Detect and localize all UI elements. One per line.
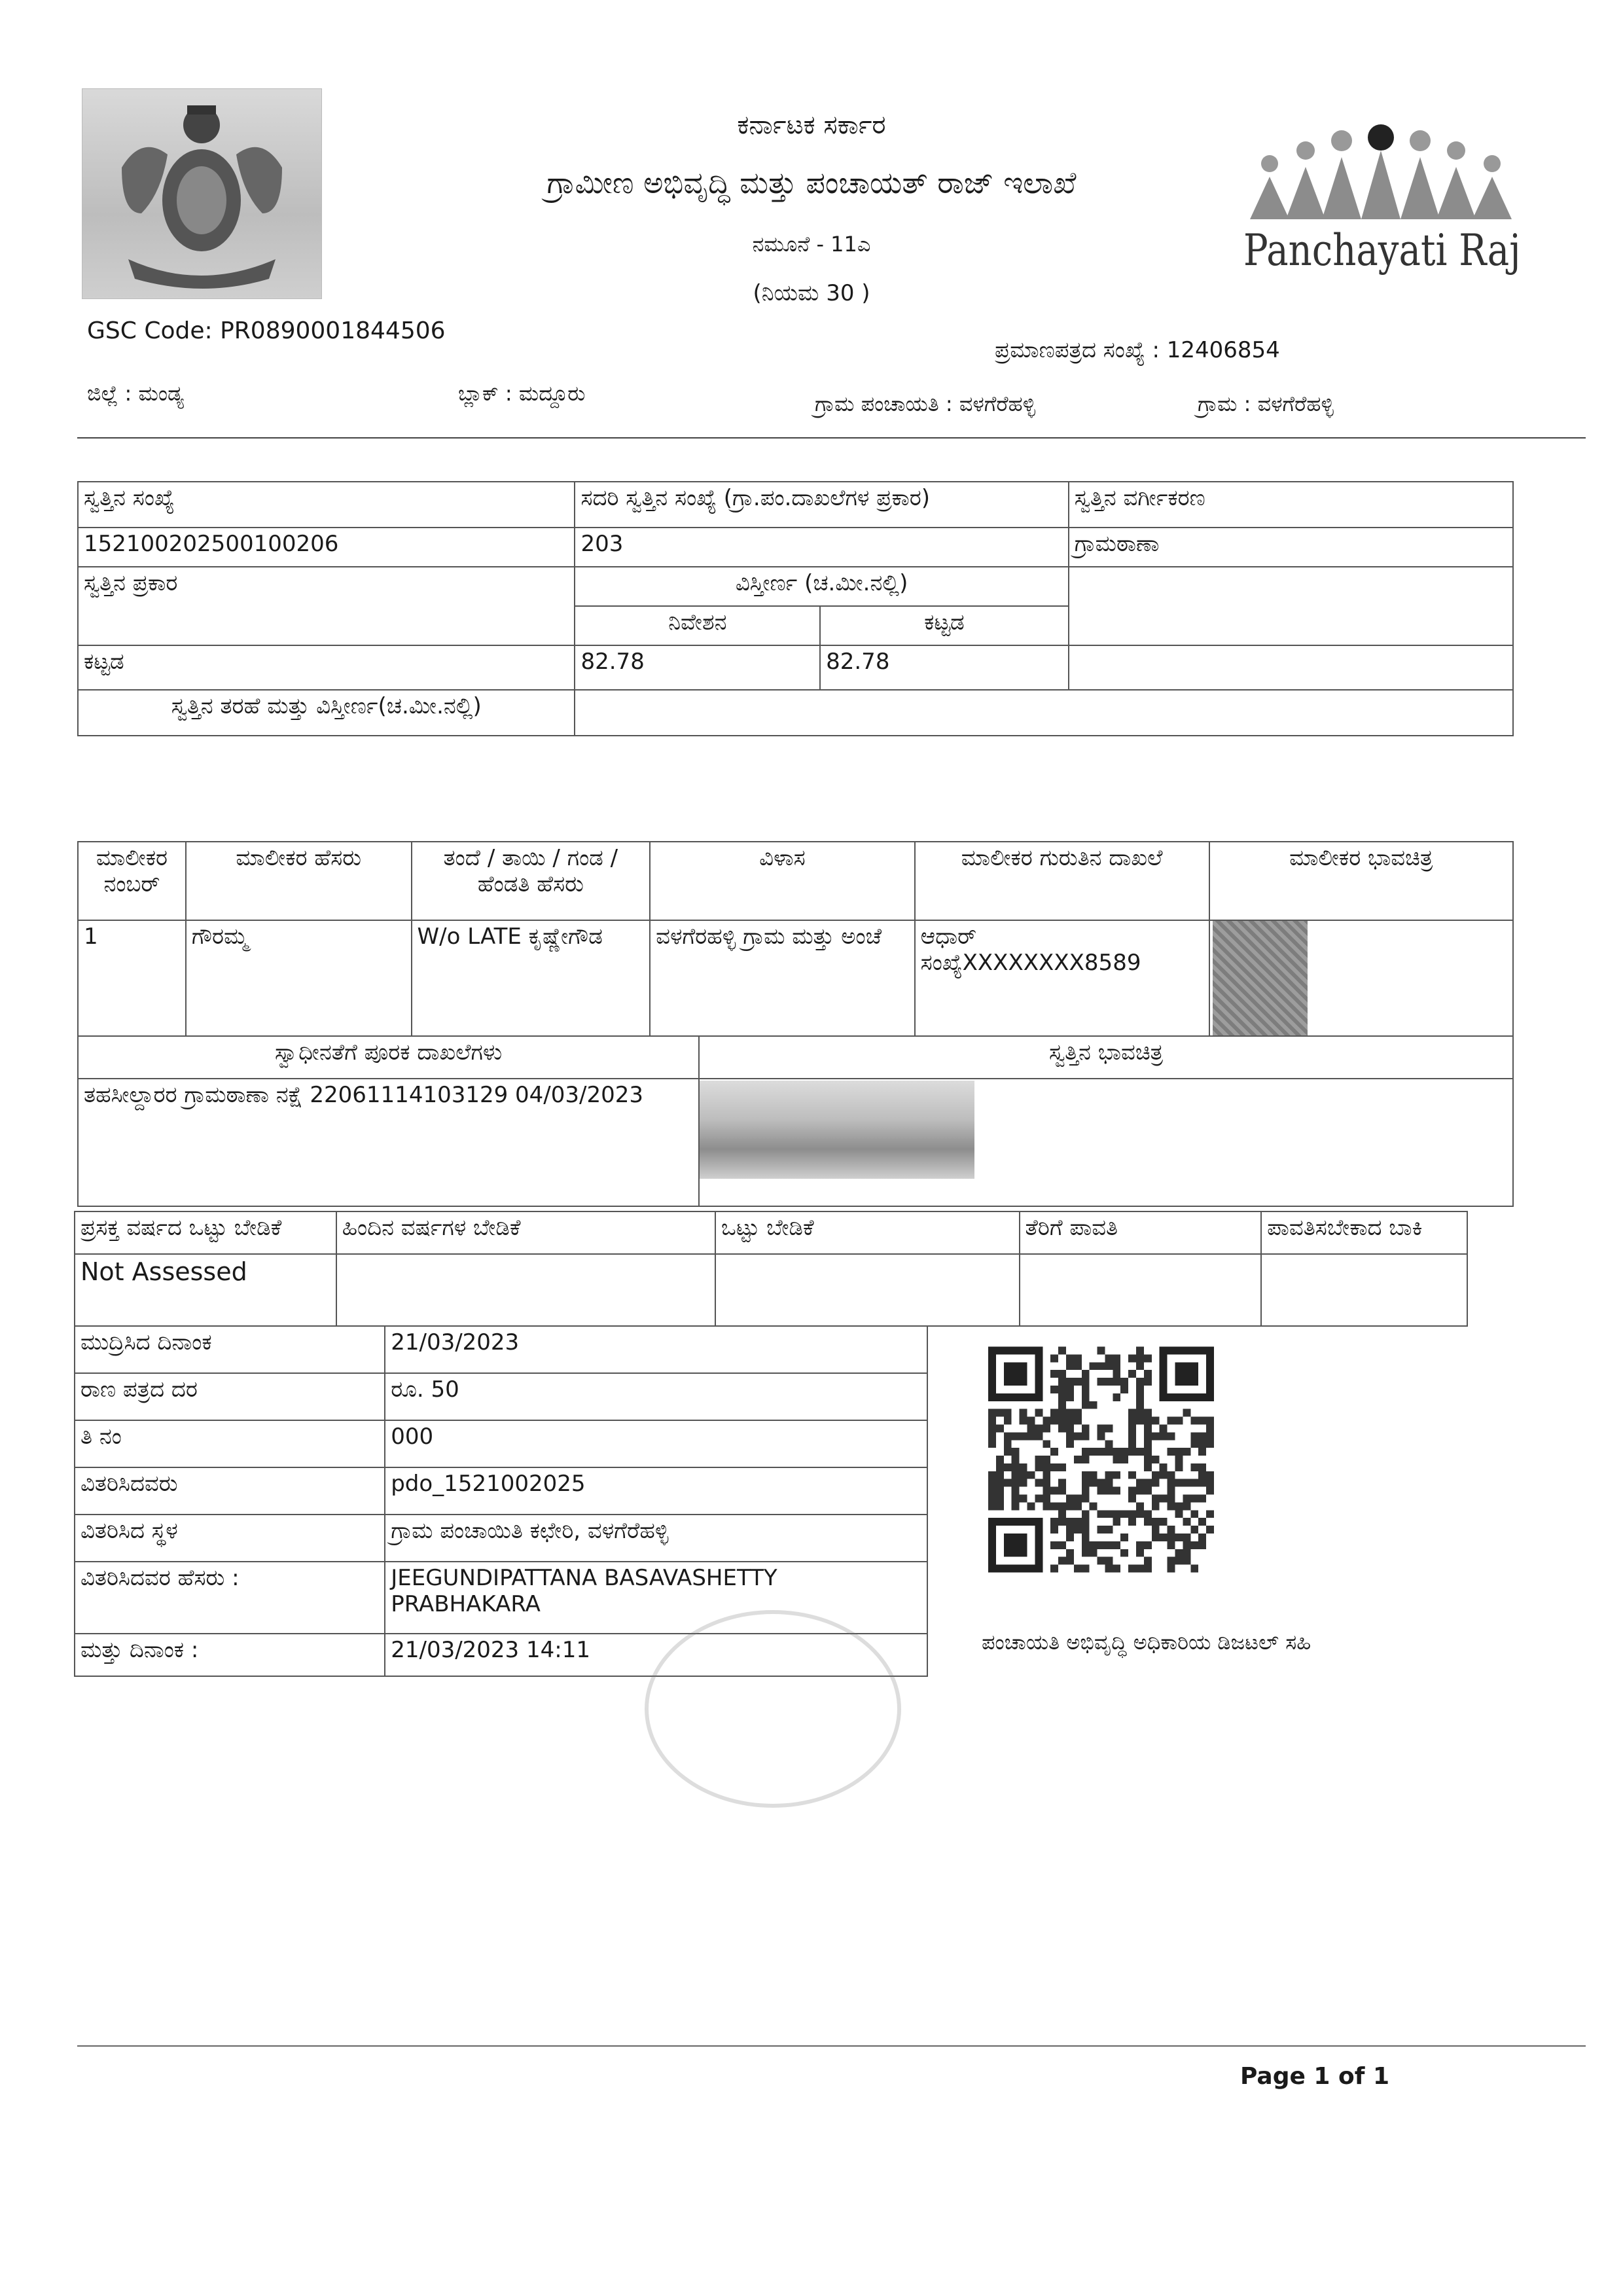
issue-value: JEEGUNDIPATTANA BASAVASHETTY PRABHAKARA — [385, 1562, 927, 1634]
header-relation: ತಂದೆ / ತಾಯಿ / ಗಂಡ / ಹೆಂಡತಿ ಹೆಸರು — [412, 842, 651, 920]
issue-row — [75, 1515, 927, 1562]
certificate-number: ಪ್ರಮಾಣಪತ್ರದ ಸಂಖ್ಯೆ : 12406854 — [995, 337, 1280, 363]
header-divider — [77, 437, 1586, 439]
owners-table — [77, 841, 1514, 1037]
total-demand — [715, 1254, 1019, 1326]
previous-demand — [336, 1254, 715, 1326]
govt-title: ಕರ್ನಾಟಕ ಸರ್ಕಾರ — [737, 110, 886, 140]
header-property-type: ಸ್ವತ್ತಿನ ಪ್ರಕಾರ — [78, 567, 575, 645]
balance — [1261, 1254, 1467, 1326]
current-demand: Not Assessed — [75, 1254, 336, 1326]
header-classification: ಸ್ವತ್ತಿನ ವರ್ಗೀಕರಣ — [1069, 482, 1513, 528]
header-tax-paid: ತೆರಿಗೆ ಪಾವತಿ — [1020, 1211, 1262, 1254]
qr-code — [988, 1345, 1214, 1574]
header-address: ವಿಳಾಸ — [650, 842, 915, 920]
header-current-demand: ಪ್ರಸಕ್ತ ವರ್ಷದ ಒಟ್ಟು ಬೇಡಿಕೆ — [75, 1211, 336, 1254]
issue-value: ಗ್ರಾಮ ಪಂಚಾಯಿತಿ ಕಛೇರಿ, ವಳಗೆರೆಹಳ್ಳಿ — [385, 1515, 927, 1562]
property-table — [77, 481, 1514, 736]
digital-signature-label: ಪಂಚಾಯತಿ ಅಭಿವೃದ್ಧಿ ಅಧಿಕಾರಿಯ ಡಿಜಟಲ್ ಸಹಿ — [982, 1630, 1311, 1655]
village: ಗ್ರಾಮ : ವಳಗೆರೆಹಳ್ಳಿ — [1198, 391, 1334, 416]
header-owner-name: ಮಾಲೀಕರ ಹೆಸರು — [186, 842, 412, 920]
header-balance: ಪಾವತಿಸಬೇಕಾದ ಬಾಕಿ — [1261, 1211, 1467, 1254]
header-area: ವಿಸ್ತೀರ್ಣ (ಚ.ಮೀ.ನಲ್ಲಿ) — [575, 567, 1068, 606]
header-owner-number: ಮಾಲೀಕರ ನಂಬರ್ — [78, 842, 186, 920]
header-id-document: ಮಾಲೀಕರ ಗುರುತಿನ ದಾಖಲೆ — [915, 842, 1209, 920]
header-nature-area: ಸ್ವತ್ತಿನ ತರಹೆ ಮತ್ತು ವಿಸ್ತೀರ್ಣ(ಚ.ಮೀ.ನಲ್ಲಿ) — [78, 690, 575, 736]
issue-value: 21/03/2023 — [385, 1326, 927, 1373]
property-photo-cell — [699, 1079, 1513, 1206]
owner-relation: W/o LATE ಕೃಷ್ಣೇಗೌಡ — [412, 920, 651, 1036]
issue-row — [75, 1420, 927, 1467]
rule-number: (ನಿಯಮ 30 ) — [753, 280, 870, 306]
form-number: ನಮೂನೆ - 11ಎ — [752, 232, 871, 257]
people-icon — [1243, 111, 1518, 223]
old-number: 203 — [575, 528, 1068, 567]
header-total-demand: ಒಟ್ಟು ಬೇಡಿಕೆ — [715, 1211, 1019, 1254]
karnataka-emblem — [82, 88, 322, 299]
issue-row — [75, 1467, 927, 1515]
owner-row — [78, 920, 1513, 1036]
owner-photo — [1213, 921, 1308, 1035]
owner-address: ವಳಗೆರಹಳ್ಳಿ ಗ್ರಾಮ ಮತ್ತು ಅಂಚೆ — [650, 920, 915, 1036]
seal-stamp — [645, 1610, 901, 1808]
owner-id: ಆಧಾರ್ ಸಂಖ್ಯೆXXXXXXXX8589 — [915, 920, 1209, 1036]
department-title: ಗ್ರಾಮೀಣ ಅಭಿವೃದ್ಧಿ ಮತ್ತು ಪಂಚಾಯತ್ ರಾಜ್ ಇಲಾಖೆ — [546, 165, 1077, 200]
issue-label: ಮತ್ತು ದಿನಾಂಕ : — [75, 1634, 385, 1676]
owner-photo-cell — [1209, 920, 1514, 1036]
header-site: ನಿವೇಶನ — [575, 606, 820, 645]
issue-value: 000 — [385, 1420, 927, 1467]
issue-value: 21/03/2023 14:11 — [385, 1634, 927, 1676]
header-owner-photo: ಮಾಲೀಕರ ಭಾವಚಿತ್ರ — [1209, 842, 1514, 920]
owner-number: 1 — [78, 920, 186, 1036]
issue-row — [75, 1326, 927, 1373]
issue-label: ಮುದ್ರಿಸಿದ ದಿನಾಂಕ — [75, 1326, 385, 1373]
panchayati-raj-logo — [1243, 111, 1521, 308]
documents-table — [77, 1035, 1514, 1207]
issue-label: ವಿತರಿಸಿದ ಸ್ಥಳ — [75, 1515, 385, 1562]
header-ownership-docs: ಸ್ವಾಧೀನತೆಗೆ ಪೂರಕ ದಾಖಲೆಗಳು — [78, 1036, 699, 1079]
gsc-code: GSC Code: PR0890001844506 — [87, 317, 446, 344]
footer-divider — [77, 2045, 1586, 2047]
issue-label: ತಿ ನಂ — [75, 1420, 385, 1467]
empty-cell — [1069, 567, 1513, 645]
issue-label: ವಿತರಿಸಿದವರು — [75, 1467, 385, 1515]
ownership-document: ತಹಸೀಲ್ದಾರರ ಗ್ರಾಮಠಾಣಾ ನಕ್ಷೆ 22061114103129 04/03/2023 — [78, 1079, 699, 1206]
header-previous-demand: ಹಿಂದಿನ ವರ್ಷಗಳ ಬೇಡಿಕೆ — [336, 1211, 715, 1254]
tax-table — [74, 1211, 1468, 1327]
header-property-photo: ಸ್ವತ್ತಿನ ಭಾವಚಿತ್ರ — [699, 1036, 1513, 1079]
site-area: 82.78 — [575, 645, 820, 690]
header-property-number: ಸ್ವತ್ತಿನ ಸಂಖ್ಯೆ — [78, 482, 575, 528]
issue-row — [75, 1373, 927, 1420]
header-old-number: ಸದರಿ ಸ್ವತ್ತಿನ ಸಂಖ್ಯೆ (ಗ್ರಾ.ಪಂ.ದಾಖಲೆಗಳ ಪ್ರಕಾರ) — [575, 482, 1068, 528]
building-area: 82.78 — [820, 645, 1069, 690]
page-number: Page 1 of 1 — [1240, 2063, 1389, 2090]
owner-name: ಗೌರಮ್ಮ — [186, 920, 412, 1036]
nature-area — [575, 690, 1513, 736]
issue-label: ವಿತರಿಸಿದವರ ಹೆಸರು : — [75, 1562, 385, 1634]
empty-cell — [1069, 645, 1513, 690]
property-number: 152100202500100206 — [78, 528, 575, 567]
district: ಜಿಲ್ಲೆ : ಮಂಡ್ಯ — [87, 381, 184, 406]
issue-label: ರಾಣ ಪತ್ರದ ದರ — [75, 1373, 385, 1420]
issue-value: ರೂ. 50 — [385, 1373, 927, 1420]
header-building: ಕಟ್ಟಡ — [820, 606, 1069, 645]
panchayati-raj-text: Panchayati Raj — [1243, 225, 1521, 276]
issue-value: pdo_1521002025 — [385, 1467, 927, 1515]
property-type: ಕಟ್ಟಡ — [78, 645, 575, 690]
gram-panchayat: ಗ್ರಾಮ ಪಂಚಾಯತಿ : ವಳಗೆರೆಹಳ್ಳಿ — [815, 391, 1036, 416]
block: ಬ್ಲಾಕ್ : ಮದ್ದೂರು — [458, 381, 586, 406]
tax-paid — [1020, 1254, 1262, 1326]
property-photo — [700, 1081, 974, 1179]
classification: ಗ್ರಾಮಠಾಣಾ — [1069, 528, 1513, 567]
